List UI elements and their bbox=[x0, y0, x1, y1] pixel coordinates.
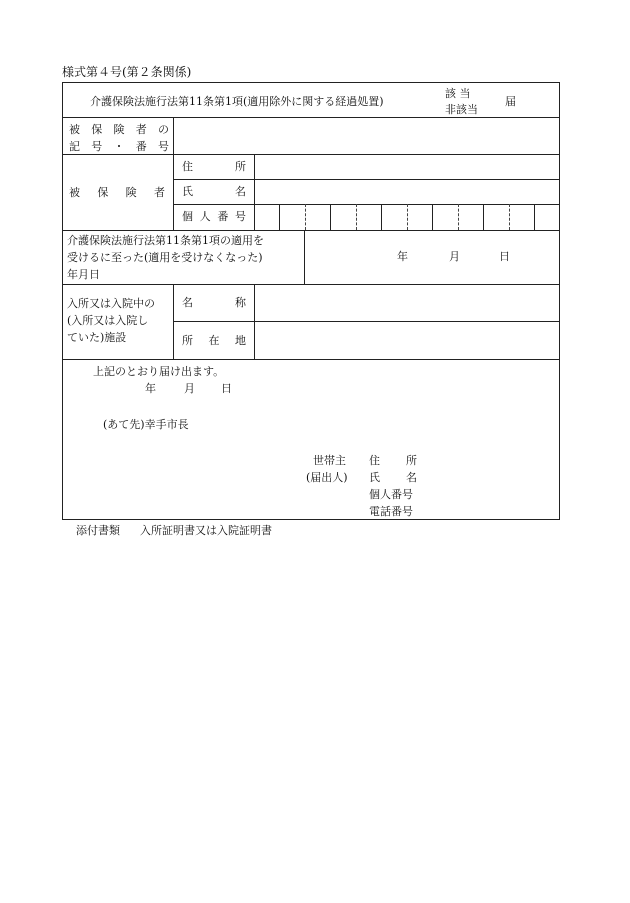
householder-name-label: 氏 名 bbox=[369, 471, 417, 484]
notice-word: 届 bbox=[505, 95, 516, 108]
householder-label: 世帯主 bbox=[313, 454, 346, 467]
declaration-month-unit: 月 bbox=[184, 382, 195, 395]
attachments-label: 添付書類 bbox=[76, 524, 120, 537]
facility-location-label: 所 在 地 bbox=[182, 334, 246, 347]
date-year-unit: 年 bbox=[397, 250, 408, 263]
applicable-date-label-line2: 受けるに至った(適用を受けなくなった) bbox=[67, 251, 263, 264]
insured-code-label-line2: 記 号 ・ 番 号 bbox=[69, 140, 169, 153]
notifier-label: (届出人) bbox=[306, 471, 348, 484]
declaration-year-unit: 年 bbox=[145, 382, 156, 395]
insured-code-input[interactable] bbox=[174, 118, 558, 153]
applicable-date-label-line3: 年月日 bbox=[67, 268, 100, 281]
date-month-unit: 月 bbox=[449, 250, 460, 263]
householder-personal-number-input[interactable] bbox=[425, 485, 555, 501]
declaration-text: 上記のとおり届け出ます。 bbox=[93, 365, 225, 378]
status-applicable[interactable]: 該 当 bbox=[445, 87, 471, 100]
insured-code-label-line1: 被 保 険 者 の bbox=[69, 123, 169, 136]
householder-address-input[interactable] bbox=[425, 451, 555, 467]
personal-number-label: 個 人 番 号 bbox=[182, 210, 246, 223]
form-title: 介護保険法施行法第11条第1項(適用除外に関する経過処置) bbox=[90, 95, 384, 108]
rule-facility-label-column bbox=[173, 284, 174, 359]
facility-label-line2: (入所又は入院し bbox=[67, 314, 149, 327]
householder-address-label: 住 所 bbox=[369, 454, 417, 467]
form-style-label: 様式第４号(第２条関係) bbox=[62, 65, 192, 79]
applicable-date-input[interactable] bbox=[305, 231, 558, 283]
insured-person-label: 被 保 険 者 bbox=[69, 186, 165, 199]
facility-name-input[interactable] bbox=[255, 285, 558, 320]
personal-number-input[interactable] bbox=[255, 205, 558, 229]
date-day-unit: 日 bbox=[499, 250, 510, 263]
facility-location-input[interactable] bbox=[255, 322, 558, 358]
rule-facility-bottom bbox=[63, 359, 559, 360]
status-not-applicable[interactable]: 非該当 bbox=[445, 103, 478, 116]
facility-label-line1: 入所又は入院中の bbox=[67, 297, 155, 310]
declaration-day-unit: 日 bbox=[221, 382, 232, 395]
address-label: 住 所 bbox=[182, 160, 246, 173]
facility-label-line3: ていた)施設 bbox=[67, 331, 127, 344]
addressee: (あて先)幸手市長 bbox=[103, 418, 189, 431]
name-input[interactable] bbox=[255, 180, 558, 203]
facility-name-label: 名 称 bbox=[182, 296, 246, 309]
address-input[interactable] bbox=[255, 155, 558, 178]
householder-phone-label: 電話番号 bbox=[369, 505, 413, 518]
notification-form bbox=[62, 82, 560, 520]
householder-personal-number-label: 個人番号 bbox=[369, 488, 413, 501]
householder-name-input[interactable] bbox=[425, 468, 555, 484]
applicable-date-label-line1: 介護保険法施行法第11条第1項の適用を bbox=[67, 234, 264, 247]
name-label: 氏 名 bbox=[182, 185, 246, 198]
householder-phone-input[interactable] bbox=[425, 502, 555, 518]
attachments-value: 入所証明書又は入院証明書 bbox=[140, 524, 272, 537]
